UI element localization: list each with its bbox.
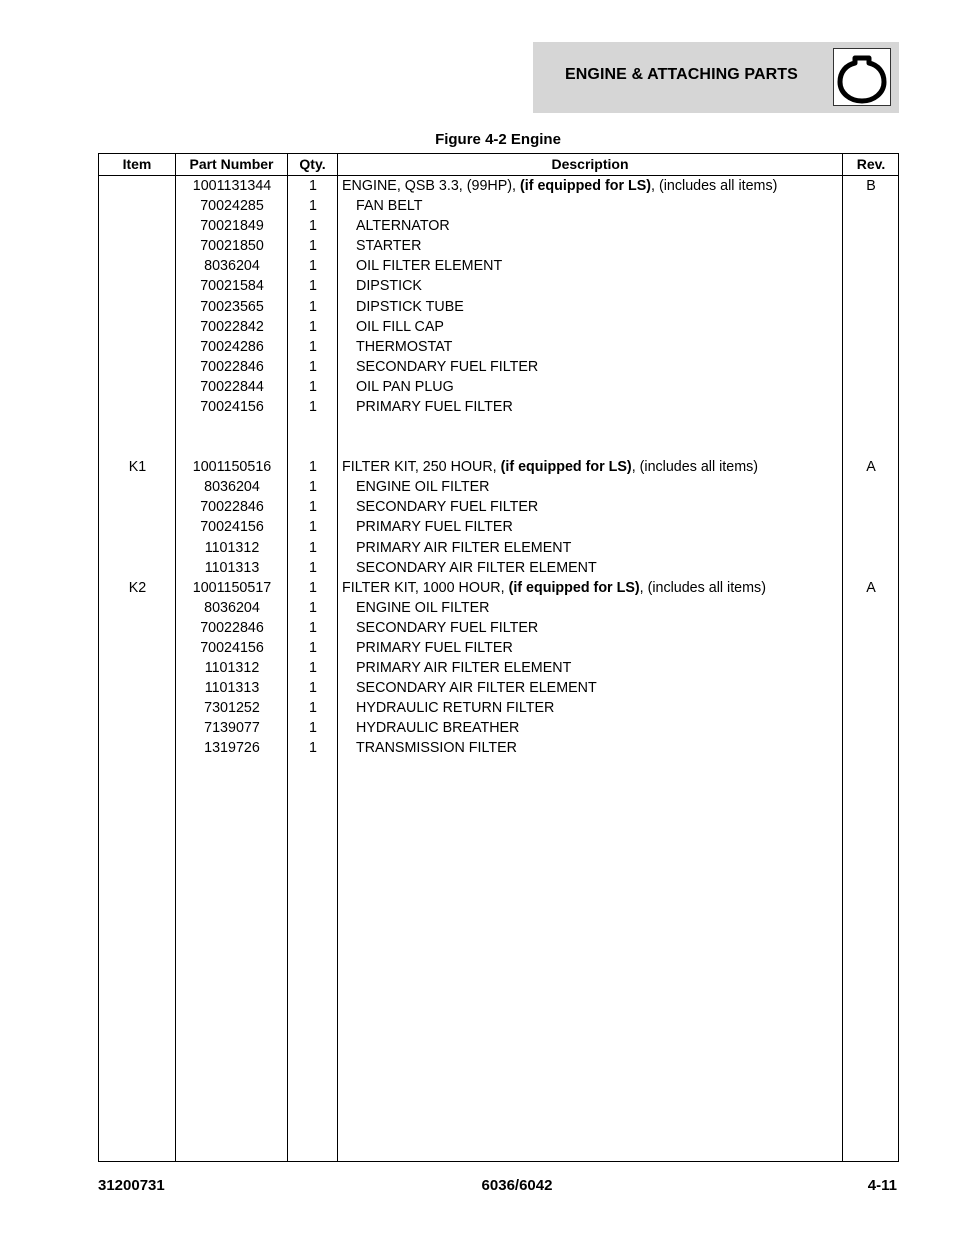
table-row <box>99 477 898 497</box>
item-cell: K1 <box>128 459 147 476</box>
description-text: PRIMARY AIR FILTER ELEMENT <box>356 539 572 556</box>
description-cell <box>356 658 856 678</box>
qty-cell: 1 <box>309 720 317 737</box>
qty-cell: 1 <box>309 579 317 596</box>
table-row <box>99 317 898 337</box>
description-cell <box>356 216 856 236</box>
part-number-cell: 1101313 <box>204 559 260 576</box>
description-text: PRIMARY FUEL FILTER <box>356 639 513 656</box>
parts-table <box>98 153 899 1162</box>
description-text: OIL PAN PLUG <box>356 378 454 395</box>
description-cell <box>356 317 856 337</box>
part-number-cell: 70024156 <box>200 399 264 416</box>
description-cell <box>356 357 856 377</box>
part-number-cell: 70022842 <box>200 318 264 335</box>
description-text: SECONDARY FUEL FILTER <box>356 499 539 516</box>
description-cell <box>356 297 856 317</box>
table-row <box>99 618 898 638</box>
description-text: FILTER KIT, 1000 HOUR, <box>342 579 509 596</box>
table-row <box>99 176 898 196</box>
description-text: HYDRAULIC BREATHER <box>356 720 520 737</box>
description-cell <box>356 698 856 718</box>
table-row <box>99 236 898 256</box>
footer-doc-number: 31200731 <box>98 1177 165 1194</box>
description-text: ALTERNATOR <box>356 218 450 235</box>
table-row <box>99 658 898 678</box>
part-number-cell: 70024285 <box>200 198 264 215</box>
figure-title: Figure 4-2 Engine <box>435 131 561 148</box>
description-cell <box>356 678 856 698</box>
qty-cell: 1 <box>309 278 317 295</box>
description-suffix: , (includes all items) <box>651 178 778 194</box>
description-cell <box>356 337 856 357</box>
description-cell <box>356 256 856 276</box>
qty-cell: 1 <box>309 298 317 315</box>
description-cell <box>356 236 856 256</box>
description-cell <box>356 397 856 417</box>
description-cell <box>342 176 842 196</box>
part-number-cell: 7139077 <box>204 720 260 737</box>
table-row <box>99 216 898 236</box>
table-body <box>99 176 898 759</box>
rev-cell: B <box>866 178 876 194</box>
description-cell <box>342 457 842 477</box>
table-row <box>99 738 898 758</box>
part-number-cell: 8036204 <box>204 258 260 275</box>
description-text: TRANSMISSION FILTER <box>356 740 517 757</box>
part-number-cell: 1101312 <box>204 539 260 556</box>
description-cell <box>356 517 856 537</box>
description-cell <box>356 377 856 397</box>
description-cell <box>356 558 856 578</box>
qty-cell: 1 <box>309 479 317 496</box>
qty-cell: 1 <box>309 519 317 536</box>
description-cell <box>356 497 856 517</box>
description-suffix: , (includes all items) <box>639 579 766 596</box>
qty-cell: 1 <box>309 218 317 235</box>
description-cell <box>356 638 856 658</box>
qty-cell: 1 <box>309 639 317 656</box>
qty-cell: 1 <box>309 178 317 194</box>
description-text: OIL FILTER ELEMENT <box>356 258 503 275</box>
table-row <box>99 578 898 598</box>
qty-cell: 1 <box>309 660 317 677</box>
description-suffix: , (includes all items) <box>631 459 759 476</box>
description-cell <box>356 738 856 758</box>
description-equipped-note: (if equipped for LS) <box>508 579 640 596</box>
rev-cell: A <box>866 459 876 476</box>
description-text: PRIMARY AIR FILTER ELEMENT <box>356 660 572 677</box>
description-text: DIPSTICK <box>356 278 422 295</box>
qty-cell: 1 <box>309 338 317 355</box>
table-row <box>99 638 898 658</box>
part-number-cell: 70021849 <box>200 218 264 235</box>
description-text: SECONDARY FUEL FILTER <box>356 619 539 636</box>
qty-cell: 1 <box>309 378 317 395</box>
column-header-part-number: Part Number <box>189 156 274 172</box>
qty-cell: 1 <box>309 358 317 375</box>
section-header <box>533 42 899 113</box>
part-number-cell: 70022846 <box>200 358 264 375</box>
description-text: SECONDARY AIR FILTER ELEMENT <box>356 680 597 697</box>
part-number-cell: 70024156 <box>200 639 264 656</box>
part-number-cell: 70024156 <box>200 519 264 536</box>
description-text: ENGINE OIL FILTER <box>356 479 490 496</box>
footer-page-number: 4-11 <box>867 1177 897 1194</box>
qty-cell: 1 <box>309 539 317 556</box>
qty-cell: 1 <box>309 318 317 335</box>
description-equipped-note: (if equipped for LS) <box>500 459 632 476</box>
description-text: FAN BELT <box>356 198 423 215</box>
part-number-cell: 70023565 <box>200 298 264 315</box>
description-cell <box>356 196 856 216</box>
part-number-cell: 70021584 <box>200 278 264 295</box>
description-cell <box>356 538 856 558</box>
qty-cell: 1 <box>309 619 317 636</box>
table-row <box>99 457 898 477</box>
description-text: PRIMARY FUEL FILTER <box>356 519 513 536</box>
table-row <box>99 538 898 558</box>
part-number-cell: 70022846 <box>200 499 264 516</box>
description-equipped-note: (if equipped for LS) <box>519 178 652 194</box>
qty-cell: 1 <box>309 399 317 416</box>
description-text: THERMOSTAT <box>356 338 453 355</box>
description-text: SECONDARY FUEL FILTER <box>356 358 539 375</box>
column-header-item: Item <box>122 156 152 172</box>
description-text: DIPSTICK TUBE <box>356 298 464 315</box>
table-row <box>99 357 898 377</box>
table-row <box>99 397 898 417</box>
qty-cell: 1 <box>309 459 317 476</box>
qty-cell: 1 <box>309 559 317 576</box>
qty-cell: 1 <box>309 599 317 616</box>
qty-cell: 1 <box>309 238 317 255</box>
table-row <box>99 297 898 317</box>
part-number-cell: 1319726 <box>204 740 260 757</box>
description-cell <box>356 477 856 497</box>
part-number-cell: 70022844 <box>200 378 264 395</box>
description-cell <box>342 578 842 598</box>
table-row <box>99 276 898 296</box>
part-number-cell: 1001150517 <box>192 579 272 596</box>
table-row <box>99 196 898 216</box>
item-cell: K2 <box>128 579 147 596</box>
part-number-cell: 7301252 <box>204 700 260 717</box>
table-row <box>99 517 898 537</box>
part-number-cell: 8036204 <box>204 599 260 616</box>
description-text: SECONDARY AIR FILTER ELEMENT <box>356 559 597 576</box>
table-row <box>99 678 898 698</box>
engine-section-icon <box>833 48 891 106</box>
table-row <box>99 558 898 578</box>
part-number-cell: 70022846 <box>200 619 264 636</box>
footer-model: 6036/6042 <box>481 1177 553 1194</box>
table-row <box>99 377 898 397</box>
description-text: HYDRAULIC RETURN FILTER <box>356 700 555 717</box>
description-text: PRIMARY FUEL FILTER <box>356 399 513 416</box>
description-text: ENGINE OIL FILTER <box>356 599 490 616</box>
description-text: OIL FILL CAP <box>356 318 444 335</box>
description-text: STARTER <box>356 238 422 255</box>
part-number-cell: 1001131344 <box>192 178 272 194</box>
section-title: ENGINE & ATTACHING PARTS <box>565 66 798 83</box>
qty-cell: 1 <box>309 680 317 697</box>
description-cell <box>356 718 856 738</box>
qty-cell: 1 <box>309 499 317 516</box>
description-text: ENGINE, QSB 3.3, (99HP), <box>342 178 520 194</box>
part-number-cell: 70024286 <box>200 338 264 355</box>
table-row <box>99 598 898 618</box>
part-number-cell: 1001150516 <box>192 459 272 476</box>
table-row <box>99 497 898 517</box>
part-number-cell: 1101312 <box>204 660 260 677</box>
part-number-cell: 8036204 <box>204 479 260 496</box>
qty-cell: 1 <box>309 198 317 215</box>
rev-cell: A <box>866 579 876 596</box>
description-cell <box>356 276 856 296</box>
table-row <box>99 337 898 357</box>
column-header-qty: Qty. <box>299 156 326 172</box>
column-header-rev: Rev. <box>856 156 886 172</box>
table-row <box>99 256 898 276</box>
table-spacer-row <box>99 417 898 457</box>
description-cell <box>356 598 856 618</box>
table-row <box>99 718 898 738</box>
qty-cell: 1 <box>309 700 317 717</box>
column-header-description: Description <box>551 156 629 172</box>
description-cell <box>356 618 856 638</box>
qty-cell: 1 <box>309 740 317 757</box>
description-text: FILTER KIT, 250 HOUR, <box>342 459 501 476</box>
qty-cell: 1 <box>309 258 317 275</box>
table-row <box>99 698 898 718</box>
part-number-cell: 1101313 <box>204 680 260 697</box>
part-number-cell: 70021850 <box>200 238 264 255</box>
